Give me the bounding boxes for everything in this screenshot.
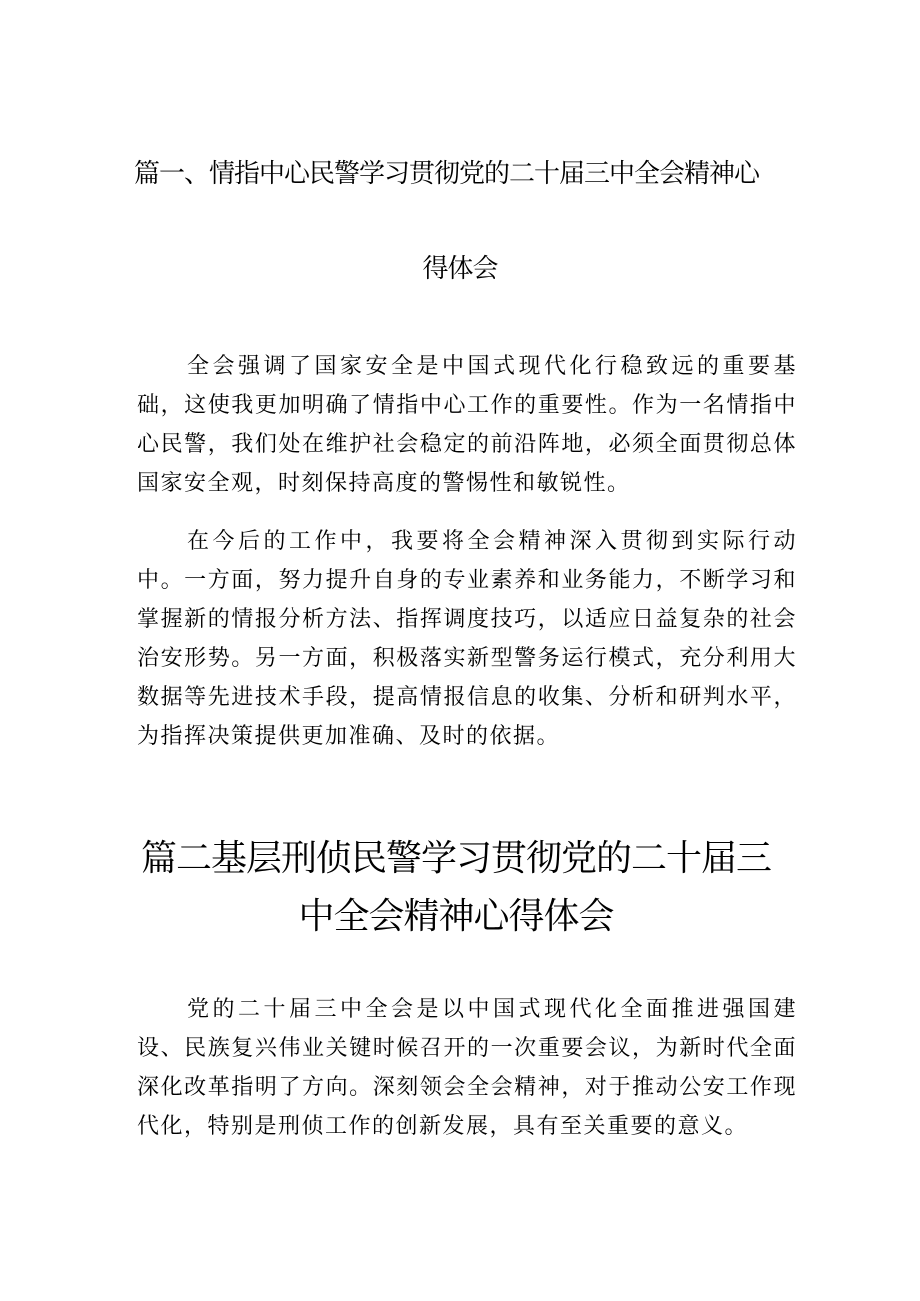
section2-title-line1: 篇二基层刑侦民警学习贯彻党的二十届三: [140, 838, 771, 879]
section1-title-line1: 篇一、情指中心民警学习贯彻党的二十届三中全会精神心: [134, 159, 760, 189]
section1-paragraph-2: 在今后的工作中，我要将全会精神深入贯彻到实际行动中。一方面，努力提升自身的专业素养和业务能力，不断学习和掌握新的情报分析方法、指挥调度技巧，以适应日益复杂的社会治安形势。另一方面，积极落实新型警务运行模式，充分利用大数据等先进技术手段，提高情报信息的收集、分析和研判水平，为指挥决策提供更加准确、及时的依据。: [137, 529, 797, 749]
section2-title-line2: 中全会精神心得体会: [298, 896, 614, 937]
section2-paragraph-1: 党的二十届三中全会是以中国式现代化全面推进强国建设、民族复兴伟业关键时候召开的一次重要会议，为新时代全面深化改革指明了方向。深刻领会全会精神，对于推动公安工作现代化，特别是刑侦工作的创新发展，具有至关重要的意义。: [137, 997, 797, 1139]
section1-paragraph-1: 全会强调了国家安全是中国式现代化行稳致远的重要基础，这使我更加明确了情指中心工作的重要性。作为一名情指中心民警，我们处在维护社会稳定的前沿阵地，必须全面贯彻总体国家安全观，时刻保持高度的警惕性和敏锐性。: [137, 354, 797, 496]
section1-title-line2: 得体会: [422, 254, 498, 284]
